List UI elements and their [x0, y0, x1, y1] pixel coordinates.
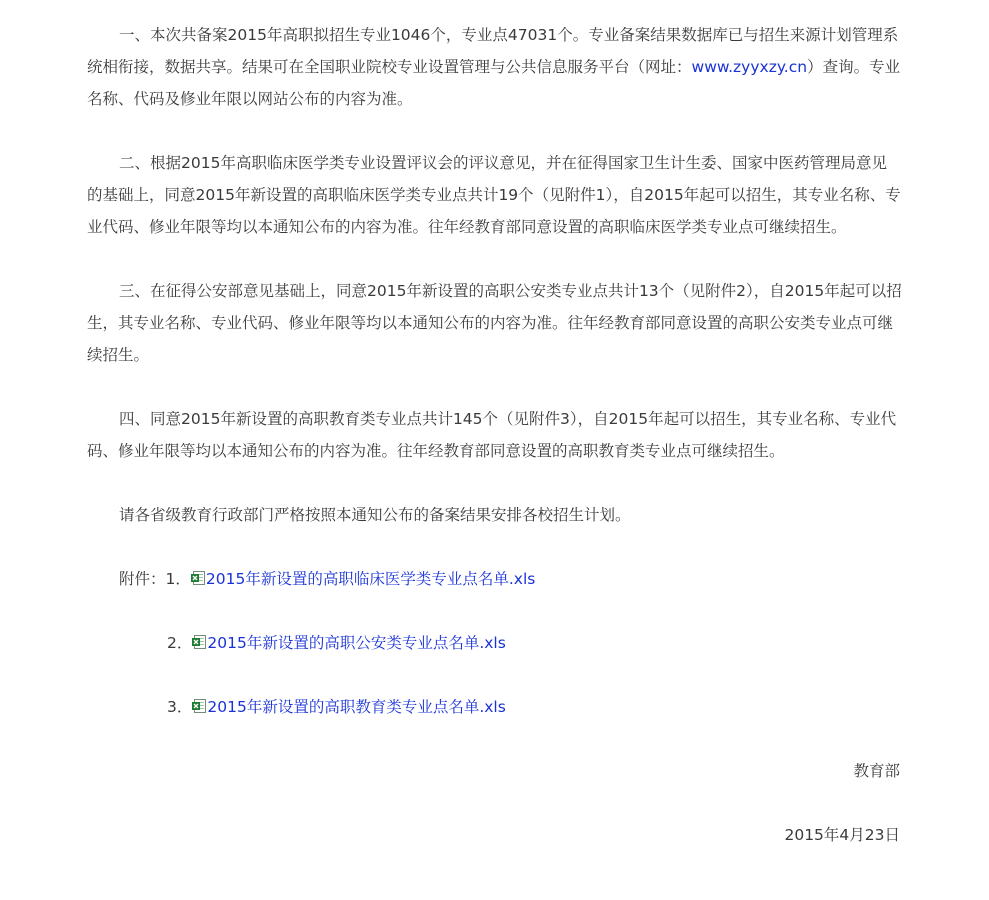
paragraph-3: 三、在征得公安部意见基础上，同意2015年新设置的高职公安类专业点共计13个（见附件2），自2015年起可以招生，其专业名称、专业代码、修业年限等均以本通知公布的内容为准。往年经教育部同意设置的高职公安类专业点可继续招生。: [87, 282, 902, 364]
excel-file-icon: [191, 571, 205, 585]
attachment-item: [87, 691, 902, 723]
paragraph-5: 请各省级教育行政部门严格按照本通知公布的备案结果安排各校招生计划。: [119, 506, 631, 524]
attachment-item: [87, 627, 902, 659]
attachment-number: 2．: [167, 634, 193, 652]
notice-body: [87, 19, 902, 883]
paragraph-1-text-a: 一、本次共备案2015年高职拟招生专业1046个，专业点47031个。专业备案结果数据库已与招生来源计划管理系统相衔接，数据共享。结果可在全国职业院校专业设置管理与公共信息服务平台（网址：: [87, 26, 899, 76]
paragraph-1-text-b: ）查询。专业名称、代码及修业年限以网站公布的内容为准。: [87, 58, 901, 108]
excel-file-icon: [192, 635, 206, 649]
attachment-1-link[interactable]: [191, 570, 535, 588]
excel-file-icon: [192, 699, 206, 713]
attachment-3-name: 2015年新设置的高职教育类专业点名单.xls: [207, 698, 506, 716]
paragraph-1: [87, 19, 902, 115]
platform-url-link[interactable]: www.zyyxzy.cn: [691, 58, 808, 76]
attachment-number: 3．: [167, 698, 193, 716]
paragraph-4: 四、同意2015年新设置的高职教育类专业点共计145个（见附件3），自2015年起可以招生，其专业名称、专业代码、修业年限等均以本通知公布的内容为准。往年经教育部同意设置的高职教育类专业点可继续招生。: [87, 410, 897, 460]
paragraph-2: 二、根据2015年高职临床医学类专业设置评议会的评议意见，并在征得国家卫生计生委、国家中医药管理局意见的基础上，同意2015年新设置的高职临床医学类专业点共计19个（见附件1），自2015年起可以招生，其专业名称、专业代码、修业年限等均以本通知公布的内容为准。往年经教育部同意设置的高职临床医学类专业点可继续招生。: [87, 154, 901, 236]
attachment-3-link[interactable]: [192, 698, 505, 716]
attachment-2-link[interactable]: [192, 634, 505, 652]
attachment-number: 1．: [165, 570, 191, 588]
issue-date: 2015年4月23日: [784, 826, 900, 844]
attachment-2-name: 2015年新设置的高职公安类专业点名单.xls: [207, 634, 506, 652]
attachment-label: 附件：: [119, 570, 166, 588]
attachment-item: [87, 563, 902, 595]
attachment-1-name: 2015年新设置的高职临床医学类专业点名单.xls: [205, 570, 536, 588]
attachment-list: [87, 563, 902, 723]
issuer-signature: 教育部: [853, 762, 900, 780]
